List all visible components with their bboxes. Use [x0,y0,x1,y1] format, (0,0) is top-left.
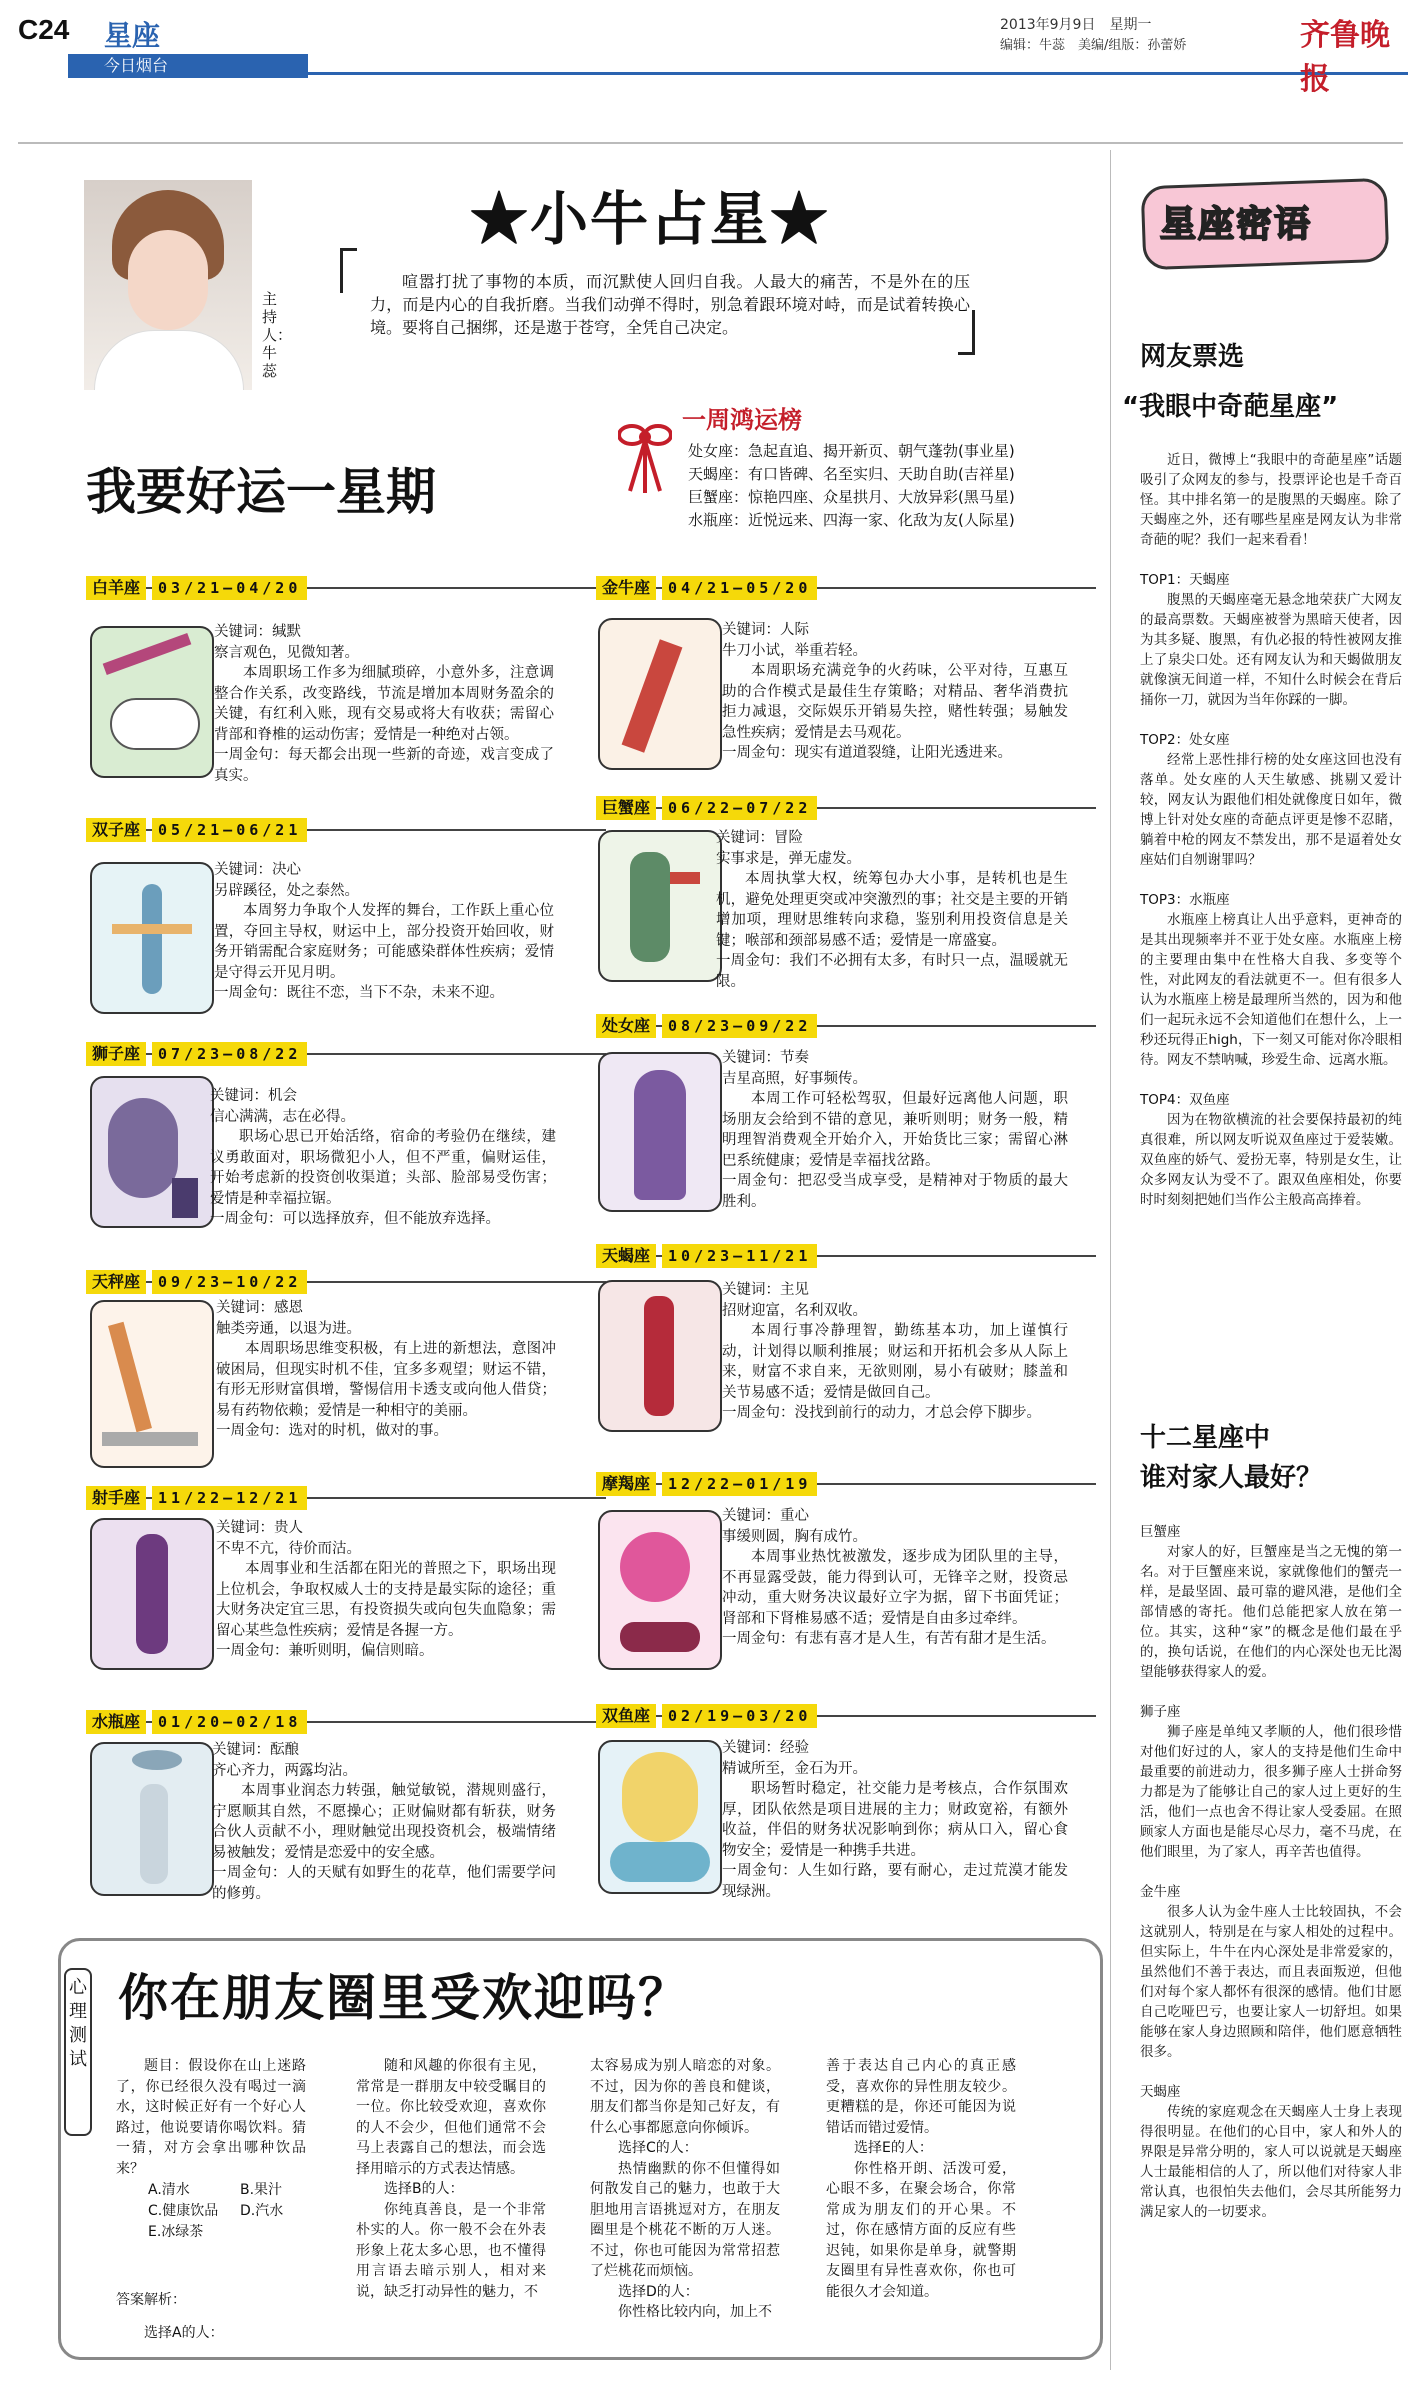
intro-text: 喧嚣打扰了事物的本质，而沉默使人回归自我。人最大的痛苦，不是外在的压力，而是内心的自我折磨。当我们动弹不得时，别急着跟环境对峙，而是试着转换心境。要将自己捆绑，还是遨于苍穹，全凭自己决定。 [370,272,970,337]
sign-header-pisces [596,1704,1096,1728]
quiz-option: C.健康饮品 [148,2203,219,2219]
quiz-option: D.汽水 [240,2203,284,2219]
scorpio-text: 关键词：主见 招财迎富，名利双收。 本周行事冷静理智，勤练基本功，加上谨慎行动，计划得以顺利推展；财运和开拓机会多从人际上来，财富不求自来，无欲则刚，易小有破财；膝盖和关节易感不适；爱情是做回自己。 一周金句：没找到前行的动力，才总会停下脚步。 [722,1282,1068,1421]
ranking-item: 天蝎座：有口皆碑、名至实归、天助自助(吉祥星) [688,465,1015,483]
virgo-illustration [598,1052,722,1212]
sign-dates: 03/21—04/20 [152,576,307,600]
ranking-item: 处女座：急起直追、揭开新页、朝气蓬勃(事业星) [688,442,1015,460]
sidebar-badge-text: 星座密语 [1160,204,1313,245]
divider [18,142,1403,144]
sign-name: 水瓶座 [86,1710,146,1734]
quiz-column-4: 善于表达自己内心的真正感受，喜欢你的异性朋友较少。更糟糕的是，你还可能因为说错话而错过爱情。 选择E的人： 你性格开朗、活泼可爱，心眼不多，在聚会场合，你常常成为朋友们的开心果。不过，你在感情方面的反应有些迟钝，如果你是单身，就警期友圈里有异性喜欢你，你也可能很久才会知道。 [826,2058,1016,2300]
sign-name: 狮子座 [86,1042,146,1066]
capricorn-text: 关键词：重心 事缓则圆，胸有成竹。 本周事业热忱被激发，逐步成为团队里的主导，不再显露受鼓，能力得到认可，无锋辛之财，投资忌冲动，重大财务决议最好立字为据，留下书面凭证；肾部和下肾椎易感不适；爱情是自由多过牵绊。 一周金句：有悲有喜才是人生，有苦有甜才是生活。 [722,1508,1068,1647]
libra-illustration [90,1300,214,1468]
sign-name: 双子座 [86,818,146,842]
sign-name: 天蝎座 [596,1244,656,1268]
sagittarius-illustration [90,1518,214,1670]
sign-dates: 11/22—12/21 [152,1486,307,1510]
gemini-illustration [90,862,214,1014]
quiz-column-1: 题目：假设你在山上迷路了，你已经很久没有喝过一滴水，这时候正好有一个好心人路过，他说要请你喝饮料。猜一猜，对方会拿出哪种饮品来？ [116,2058,306,2177]
aries-illustration [90,626,214,778]
pisces-illustration [598,1740,722,1894]
sign-name: 巨蟹座 [596,796,656,820]
sagittarius-text: 关键词：贵人 不卑不亢，待价而沽。 本周事业和生活都在阳光的普照之下，职场出现上位机会，争取权威人士的支持是最实际的途径；重大财务决定宜三思，有投资损失或向包失血隐象；需留心某些急性疾病；爱情是各握一方。 一周金句：兼听则明，偏信则暗。 [216,1520,556,1659]
family-title: 十二星座中 谁对家人最好？ [1140,1423,1323,1493]
quote-bracket-left [340,248,357,293]
sign-header-sagittarius [86,1486,606,1510]
aquarius-illustration [90,1742,214,1896]
sign-header-capricorn [596,1472,1096,1496]
poll-title: 网友票选 [1140,342,1245,372]
issue-date: 2013年9月9日 星期一 [1000,17,1152,33]
sign-name: 金牛座 [596,576,656,600]
leo-text: 关键词：机会 信心满满，志在必得。 职场心思已开始活络，宿命的考验仍在继续，建议勇敢面对，职场微犯小人，但不严重，偏财运佳，开始考虑新的投资创收渠道；头部、脸部易受伤害；爱情是种幸福拉锯。 一周金句：可以选择放弃，但不能放弃选择。 [210,1088,556,1227]
sign-name: 处女座 [596,1014,656,1038]
cancer-illustration [598,830,722,982]
taurus-text: 关键词：人际 牛刀小试，举重若轻。 本周职场充满竞争的火药味，公平对待，互惠互助的合作模式是最佳生存策略；对精品、奢华消费抗拒力减退，交际娱乐开销易失控，赌性转强；易触发急性疾病；爱情是去马观花。 一周金句：现实有道道裂缝，让阳光透进来。 [722,622,1068,761]
page-number: C24 [18,14,70,45]
sign-header-taurus [596,576,1096,600]
sign-header-virgo [596,1014,1096,1038]
sign-header-scorpio [596,1244,1096,1268]
poll-subtitle: “我眼中奇葩星座” [1122,392,1339,422]
quiz-option: B.果汁 [240,2182,283,2198]
aries-text: 关键词：缄默 察言观色，见微知著。 本周职场工作多为细腻琐碎，小意外多，注意调整合作关系，改变路线，节流是增加本周财务盈余的关键，有红利入账，现有交易或将大有收获；需留心背部和脊椎的运动伤害；爱情是一种绝对占领。 一周金句：每天都会出现一些新的奇迹，戏言变成了真实。 [214,624,554,784]
sign-name: 白羊座 [86,576,146,600]
scorpio-illustration [598,1280,722,1432]
sign-header-gemini [86,818,606,842]
ranking-item: 水瓶座：近悦远来、四海一家、化敌为友(人际星) [688,511,1015,529]
newspaper-logo: 齐鲁晚报 [1300,18,1390,97]
host-photo [84,180,252,390]
editor-credits: 编辑：牛蕊 美编/组版：孙蕾娇 [1000,38,1187,53]
column-divider [1110,150,1111,2370]
aquarius-text: 关键词：酝酿 齐心齐力，两露均沾。 本周事业润态力转强，触觉敏锐，潜规则盛行，宁愿顺其自然，不愿操心；正财偏财都有斩获，财务合伙人贡献不小，理财触觉出现投资机会，极端情绪易被触发；爱情是恋爱中的安全感。 一周金句：人的天赋有如野生的花草，他们需要学问的修剪。 [212,1742,556,1902]
taurus-illustration [598,618,722,770]
quiz-column-2: 随和风趣的你很有主见，常常是一群朋友中较受瞩目的一位。你比较受欢迎，喜欢你的人不会少，但他们通常不会马上表露自己的想法，而会选择用暗示的方式表达情感。 选择B的人： 你纯真善良，是一个非常朴实的人。你一般不会在外表形象上花太多心思，也不懂得用言语去暗示别人，相对来说，缺乏打动异性的魅力，不 [356,2058,546,2300]
pisces-text: 关键词：经验 精诚所至，金石为开。 职场暂时稳定，社交能力是考核点，合作氛围欢厚，团队依然是项目进展的主力；财政宽裕，有额外收益，伴侣的财务状况影响到你；病从口入，留心食物安全；爱情是一种携手共进。 一周金句：人生如行路，要有耐心，走过荒漠才能发现绿洲。 [722,1740,1068,1900]
poll-article: 近日，微博上“我眼中的奇葩星座”话题吸引了众网友的参与，投票评论也是千奇百怪。其中排名第一的是腹黑的天蝎座。除了天蝎座之外，还有哪些星座是网友认为非常奇葩的呢？我们一起来看看！ TOP1：天蝎座 腹黑的天蝎座毫无悬念地荣获广大网友的最高票数。天蝎座被誉为黑暗天使者，因为其多疑、腹黑，有仇必报的特性被网友推上了泉尖口处。还有网友认为和天蝎做朋友就像演无间道一样，不知什么时候会在背后捅你一刀，就因为当年你踩的一脚。 TOP2：处女座 经常上恶性排行榜的处女座这回也没有落单。处女座的人天生敏感、挑剔又爱计较，网友认为跟他们相处就像度日如年，微博上针对处女座的奇葩点评更是惨不忍睹，躺着中枪的网友不禁发出，那不是逼着处女座姑们自刎谢罪吗？ TOP3：水瓶座 水瓶座上榜真让人出乎意料，更神奇的是其出现频率并不亚于处女座。水瓶座上榜的主要理由集中在性格大自我、多变等个性，对此网友的看法就更不一。但有很多人认为水瓶座上榜是最理所当然的，因为和他们一起玩永远不会知道他们在想什么，上一秒还玩得正high，下一刻又可能对你冷眼相待。网友不禁呐喊，珍爱生命、远离水瓶。 TOP4：双鱼座 因为在物欲横流的社会要保持最初的纯真很难，所以网友听说双鱼座过于爱装嫩。双鱼座的娇气、爱扮无辜，特别是女生，让众多网友认为受不了。跟双鱼座相处，你要时时刻刻把她们当作公主般高高捧着。 [1140,452,1402,1208]
virgo-text: 关键词：节奏 吉星高照，好事频传。 本周工作可轻松驾驭，但最好远离他人问题，职场朋友会给到不错的意见，兼听则明；财务一般，精明理智消费观全开始介入，开始货比三家；需留心淋巴系统健康；爱情是幸福找岔路。 一周金句：把忍受当成享受，是精神对于物质的最大胜利。 [722,1050,1068,1210]
leo-illustration [90,1076,214,1228]
sign-dates: 12/22—01/19 [662,1472,817,1496]
quiz-option: E.冰绿茶 [148,2224,204,2240]
sign-dates: 01/20—02/18 [152,1710,307,1734]
libra-text: 关键词：感恩 触类旁通，以退为进。 本周职场思维变积极，有上进的新想法，意图冲破困局，但现实时机不佳，宜多多观望；财运不错，有形无形财富俱增，警惕信用卡透支或向他人借贷；易有药物依赖；爱情是一种相守的美丽。 一周金句：选对的时机，做对的事。 [216,1300,556,1439]
sign-name: 摩羯座 [596,1472,656,1496]
quiz-column-3: 太容易成为别人暗恋的对象。不过，因为你的善良和健谈，朋友们都当你是知己好友，有什么心事都愿意向你倾诉。 选择C的人： 热情幽默的你不但懂得如何散发自己的魅力，也敢于大胆地用言语挑逗对方，在朋友圈里是个桃花不断的万人迷。不过，你也可能因为常常招惹了烂桃花而烦恼。 选择D的人： 你性格比较内向，加上不 [590,2058,780,2320]
quiz-options [148,2180,332,2243]
ranking-list [688,440,1015,532]
sign-name: 射手座 [86,1486,146,1510]
section-name: 星座 [104,19,161,52]
sign-header-aquarius [86,1710,606,1734]
ranking-title: 一周鸿运榜 [682,406,802,434]
sign-dates: 10/23—11/21 [662,1244,817,1268]
subsection-label: 今日烟台 [68,54,308,78]
ranking-item: 巨蟹座：惊艳四座、众星拱月、大放异彩(黑马星) [688,488,1015,506]
host-label: 主持人：牛蕊 [262,290,293,380]
quiz-analysis: 答案解析： 选择A的人： [116,2292,224,2341]
sign-name: 天秤座 [86,1270,146,1294]
sign-name: 双鱼座 [596,1704,656,1728]
quiz-option: A.清水 [148,2182,190,2198]
sign-dates: 02/19—03/20 [662,1704,817,1728]
sign-header-aries [86,576,606,600]
quiz-tag: 心理测试 [64,1968,92,2136]
family-article: 巨蟹座 对家人的好，巨蟹座是当之无愧的第一名。对于巨蟹座来说，家就像他们的蟹壳一样，是最坚固、最可靠的避风港，是他们全部情感的寄托。他们总能把家人放在第一位。其实，这种“家”的概念是他们最在乎的，换句话说，在他们的内心深处也无比渴望能够获得家人的爱。 狮子座 狮子座是单纯又孝顺的人，他们很珍惜对他们好过的人，家人的支持是他们生命中最重要的前进动力，很多狮子座人士拼命努力都是为了能够让自己的家人过上更好的生活，他们一点也舍不得让家人受委屈。在照顾家人方面也是能尽心尽力，毫不马虎，在他们眼里，为了家人，再辛苦也值得。 金牛座 很多人认为金牛座人士比较固执，不会这就别人，特别是在与家人相处的过程中。但实际上，牛牛在内心深处是非常爱家的，虽然他们不善于表达，而且表面叛逆，但他们对每个家人都怀有很深的感情。他们甘愿自己吃哑巴亏，也要让家人一切舒坦。如果能够在家人身边照顾和陪伴，他们愿意牺牲很多。 天蝎座 传统的家庭观念在天蝎座人士身上表现得很明显。在他们的心目中，家人和外人的界限是异常分明的，家人可以说就是天蝎座人士最能相信的人了，所以他们对待家人非常认真，也很怕失去他们，会尽其所能努力满足家人的一切要求。 [1140,1524,1402,2220]
ribbon-bow-icon [618,415,672,495]
sign-dates: 07/23—08/22 [152,1042,307,1066]
column-title: ★小牛占星★ [470,185,831,253]
gemini-text: 关键词：决心 另辟蹊径，处之泰然。 本周努力争取个人发挥的舞台，工作跃上重心位置，夺回主导权，财运中上，部分投资开始回收，财务开销需配合家庭财务；可能感染群体性疾病；爱情是守得云开见月明。 一周金句：既往不恋，当下不杂，未来不迎。 [214,862,554,1001]
sign-header-leo [86,1042,606,1066]
sign-dates: 08/23—09/22 [662,1014,817,1038]
sign-dates: 05/21—06/21 [152,818,307,842]
capricorn-illustration [598,1510,722,1670]
sign-header-libra [86,1270,606,1294]
sign-dates: 09/23—10/22 [152,1270,307,1294]
sign-dates: 06/22—07/22 [662,796,817,820]
cancer-text: 关键词：冒险 实事求是，弹无虚发。 本周执掌大权，统筹包办大小事，是转机也是生机，避免处理更突或冲突激烈的事；社交是主要的开销增加项，理财思维转向求稳，鉴别利用投资信息是关键；喉部和颈部易感不适；爱情是一席盛宴。 一周金句：我们不必拥有太多，有时只一点，温暖就无限。 [716,830,1068,990]
quiz-title: 你在朋友圈里受欢迎吗？ [118,1969,690,2027]
feature-headline: 我要好运一星期 [86,463,436,521]
sign-dates: 04/21—05/20 [662,576,817,600]
sign-header-cancer [596,796,1096,820]
